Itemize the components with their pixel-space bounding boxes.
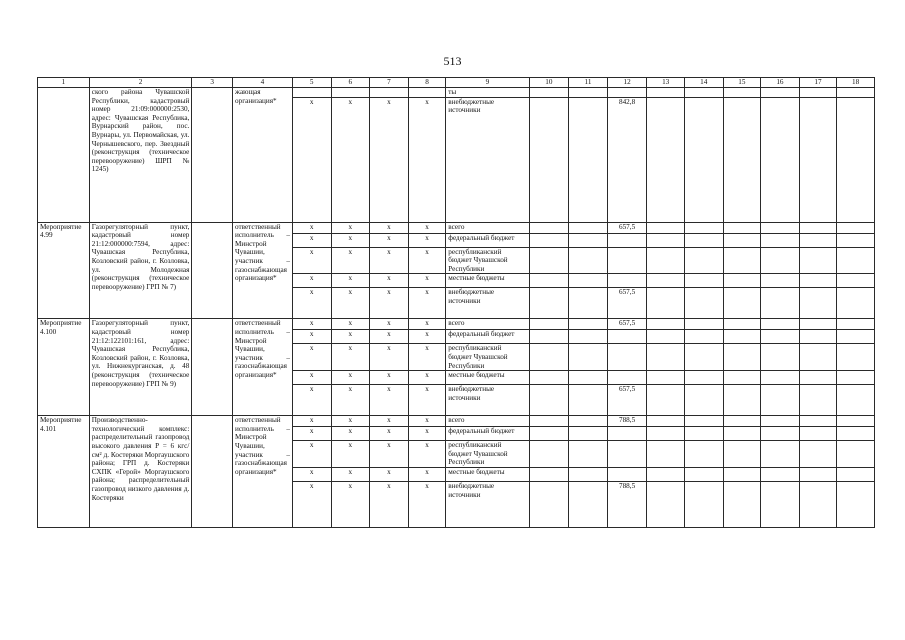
empty-cell xyxy=(192,88,233,223)
total-cell xyxy=(607,371,647,385)
empty-cell xyxy=(837,427,875,441)
funding-source-cell: ты xyxy=(446,88,529,98)
table-row xyxy=(38,222,875,233)
x-cell: x xyxy=(408,288,446,319)
x-cell: x xyxy=(331,385,370,416)
empty-cell xyxy=(529,288,569,319)
x-cell: x xyxy=(331,288,370,319)
x-cell: x xyxy=(331,330,370,344)
empty-cell xyxy=(837,97,875,222)
empty-cell xyxy=(837,88,875,98)
empty-cell xyxy=(723,385,761,416)
empty-cell xyxy=(799,371,837,385)
x-cell: x xyxy=(408,416,446,427)
empty-cell xyxy=(529,88,569,98)
total-cell xyxy=(607,88,647,98)
table-row xyxy=(38,416,875,427)
x-cell: x xyxy=(292,416,331,427)
funding-source-cell: федеральный бюджет xyxy=(446,427,529,441)
empty-cell xyxy=(647,441,685,468)
empty-cell xyxy=(799,427,837,441)
x-cell xyxy=(370,88,409,98)
empty-cell xyxy=(837,222,875,233)
empty-cell xyxy=(569,330,608,344)
x-cell: x xyxy=(370,467,409,481)
col-header: 15 xyxy=(723,78,761,88)
x-cell: x xyxy=(331,467,370,481)
empty-cell xyxy=(569,427,608,441)
empty-cell xyxy=(761,427,800,441)
empty-cell xyxy=(569,441,608,468)
col-header: 4 xyxy=(233,78,293,88)
empty-cell xyxy=(799,319,837,330)
total-cell: 788,5 xyxy=(607,481,647,527)
col-header: 14 xyxy=(684,78,723,88)
x-cell: x xyxy=(292,441,331,468)
empty-cell xyxy=(684,233,723,247)
x-cell: x xyxy=(331,319,370,330)
empty-cell xyxy=(723,88,761,98)
funding-source-cell: внебюджетные источники xyxy=(446,97,529,222)
col-header: 13 xyxy=(647,78,685,88)
x-cell: x xyxy=(408,481,446,527)
funding-source-cell: местные бюджеты xyxy=(446,467,529,481)
empty-cell xyxy=(684,481,723,527)
empty-cell xyxy=(761,481,800,527)
program-table xyxy=(37,77,875,528)
x-cell: x xyxy=(408,97,446,222)
empty-cell xyxy=(569,344,608,371)
empty-cell xyxy=(761,385,800,416)
event-cell: Мероприятие 4.100 xyxy=(38,319,90,416)
empty-cell xyxy=(569,97,608,222)
page-number: 513 xyxy=(443,54,462,68)
col-header: 7 xyxy=(370,78,409,88)
empty-cell xyxy=(529,371,569,385)
total-cell xyxy=(607,344,647,371)
empty-cell xyxy=(723,441,761,468)
object-cell: Газорегуляторный пункт, кадастровый номер 21:12:000000:7594, адрес: Чувашская Республика, Козловский район, г. Козловка, ул. Молодежная (реконструкция (техническое перевооружение) ГРП № 7) xyxy=(89,222,192,319)
empty-cell xyxy=(569,288,608,319)
empty-cell xyxy=(647,288,685,319)
empty-cell xyxy=(761,319,800,330)
x-cell: x xyxy=(292,467,331,481)
empty-cell xyxy=(723,247,761,274)
x-cell: x xyxy=(331,481,370,527)
empty-cell xyxy=(723,233,761,247)
empty-cell xyxy=(684,88,723,98)
col-header: 9 xyxy=(446,78,529,88)
empty-cell xyxy=(647,319,685,330)
empty-cell xyxy=(799,274,837,288)
event-cell: Мероприятие 4.101 xyxy=(38,416,90,528)
empty-cell xyxy=(529,330,569,344)
total-cell: 657,5 xyxy=(607,222,647,233)
empty-cell xyxy=(569,233,608,247)
x-cell: x xyxy=(408,467,446,481)
x-cell xyxy=(408,88,446,98)
funding-source-cell: федеральный бюджет xyxy=(446,233,529,247)
total-cell: 842,8 xyxy=(607,97,647,222)
x-cell: x xyxy=(370,371,409,385)
empty-cell xyxy=(761,274,800,288)
x-cell: x xyxy=(331,247,370,274)
x-cell: x xyxy=(292,222,331,233)
responsible-cell: ответственный исполнитель – Минстрой Чувашии, участник – газоснабжающая организация* xyxy=(233,222,293,319)
total-cell xyxy=(607,427,647,441)
empty-cell xyxy=(723,222,761,233)
x-cell: x xyxy=(408,385,446,416)
empty-cell xyxy=(529,385,569,416)
empty-cell xyxy=(723,427,761,441)
total-cell: 657,5 xyxy=(607,319,647,330)
empty-cell xyxy=(569,247,608,274)
empty-cell xyxy=(723,481,761,527)
funding-source-cell: всего xyxy=(446,222,529,233)
object-cell: Производственно-технологический комплекс: распределительный газопровод высокого давления Р = 6 кгс/см² д. Костеряки Моргаушского района; ГРП д. Костеряки СХПК «Герой» Моргаушского района; распределительный газопровод низкого давления д. Костеряки xyxy=(89,416,192,528)
col-header: 10 xyxy=(529,78,569,88)
empty-cell xyxy=(799,222,837,233)
responsible-cell: жающая организация* xyxy=(233,88,293,223)
x-cell: x xyxy=(408,319,446,330)
funding-source-cell: всего xyxy=(446,319,529,330)
empty-cell xyxy=(799,288,837,319)
empty-cell xyxy=(799,481,837,527)
table-row xyxy=(38,88,875,98)
empty-cell xyxy=(684,330,723,344)
column-number-row xyxy=(38,78,875,88)
total-cell: 788,5 xyxy=(607,416,647,427)
empty-cell xyxy=(684,97,723,222)
x-cell: x xyxy=(408,274,446,288)
x-cell: x xyxy=(408,344,446,371)
x-cell: x xyxy=(370,274,409,288)
x-cell: x xyxy=(292,233,331,247)
empty-cell xyxy=(761,97,800,222)
responsible-cell: ответственный исполнитель – Минстрой Чувашии, участник – газоснабжающая организация* xyxy=(233,319,293,416)
funding-source-cell: республиканский бюджет Чувашской Республики xyxy=(446,441,529,468)
empty-cell xyxy=(684,247,723,274)
x-cell: x xyxy=(292,247,331,274)
empty-cell xyxy=(647,330,685,344)
x-cell: x xyxy=(408,222,446,233)
empty-cell xyxy=(837,416,875,427)
x-cell: x xyxy=(331,344,370,371)
total-cell xyxy=(607,441,647,468)
empty-cell xyxy=(723,319,761,330)
empty-cell xyxy=(529,467,569,481)
empty-cell xyxy=(837,371,875,385)
x-cell: x xyxy=(331,416,370,427)
empty-cell xyxy=(799,441,837,468)
object-cell: Газорегуляторный пункт, кадастровый номер 21:12:122101:161, адрес: Чувашская Республика, Козловский район, г. Козловка, ул. Нижнекурганская, д. 48 (реконструкция (техническое перевооружение) ГРП № 9) xyxy=(89,319,192,416)
empty-cell xyxy=(647,344,685,371)
x-cell: x xyxy=(370,427,409,441)
empty-cell xyxy=(192,222,233,319)
empty-cell xyxy=(723,97,761,222)
col-header: 8 xyxy=(408,78,446,88)
empty-cell xyxy=(723,330,761,344)
x-cell: x xyxy=(292,274,331,288)
empty-cell xyxy=(647,222,685,233)
total-cell xyxy=(607,467,647,481)
empty-cell xyxy=(684,467,723,481)
x-cell: x xyxy=(370,416,409,427)
x-cell: x xyxy=(370,481,409,527)
empty-cell xyxy=(569,467,608,481)
x-cell: x xyxy=(292,427,331,441)
empty-cell xyxy=(647,247,685,274)
empty-cell xyxy=(684,441,723,468)
x-cell xyxy=(292,88,331,98)
x-cell: x xyxy=(370,222,409,233)
empty-cell xyxy=(529,416,569,427)
x-cell: x xyxy=(331,427,370,441)
empty-cell xyxy=(837,467,875,481)
empty-cell xyxy=(799,97,837,222)
x-cell: x xyxy=(292,481,331,527)
x-cell: x xyxy=(292,330,331,344)
x-cell: x xyxy=(331,274,370,288)
empty-cell xyxy=(529,97,569,222)
col-header: 12 xyxy=(607,78,647,88)
empty-cell xyxy=(761,247,800,274)
empty-cell xyxy=(647,467,685,481)
empty-cell xyxy=(837,274,875,288)
empty-cell xyxy=(723,467,761,481)
empty-cell xyxy=(529,247,569,274)
empty-cell xyxy=(799,467,837,481)
x-cell: x xyxy=(370,288,409,319)
empty-cell xyxy=(647,233,685,247)
x-cell: x xyxy=(292,288,331,319)
empty-cell xyxy=(761,330,800,344)
empty-cell xyxy=(837,233,875,247)
empty-cell xyxy=(569,274,608,288)
responsible-cell: ответственный исполнитель – Минстрой Чувашии, участник – газоснабжающая организация* xyxy=(233,416,293,528)
x-cell: x xyxy=(292,97,331,222)
empty-cell xyxy=(684,319,723,330)
empty-cell xyxy=(684,222,723,233)
empty-cell xyxy=(529,319,569,330)
empty-cell xyxy=(647,97,685,222)
empty-cell xyxy=(799,233,837,247)
x-cell: x xyxy=(408,427,446,441)
total-cell: 657,5 xyxy=(607,385,647,416)
col-header: 5 xyxy=(292,78,331,88)
empty-cell xyxy=(529,222,569,233)
empty-cell xyxy=(837,288,875,319)
funding-source-cell: всего xyxy=(446,416,529,427)
empty-cell xyxy=(529,441,569,468)
empty-cell xyxy=(799,385,837,416)
x-cell: x xyxy=(292,319,331,330)
empty-cell xyxy=(569,481,608,527)
empty-cell xyxy=(569,88,608,98)
object-cell: ского района Чувашской Республики, кадастровый номер 21:09:000000:2530, адрес: Чувашская Республика, Вурнарский район, пос. Вурнары, ул. Первомайская, ул. Чернышевского, пер. Звездный (реконструкция (техническое перевооружение) ШРП № 1245) xyxy=(89,88,192,223)
col-header: 2 xyxy=(89,78,192,88)
event-cell xyxy=(38,88,90,223)
empty-cell xyxy=(761,222,800,233)
total-cell: 657,5 xyxy=(607,288,647,319)
funding-source-cell: республиканский бюджет Чувашской Республики xyxy=(446,344,529,371)
col-header: 18 xyxy=(837,78,875,88)
empty-cell xyxy=(799,330,837,344)
col-header: 16 xyxy=(761,78,800,88)
x-cell: x xyxy=(370,441,409,468)
empty-cell xyxy=(569,385,608,416)
x-cell: x xyxy=(370,330,409,344)
empty-cell xyxy=(799,416,837,427)
empty-cell xyxy=(192,319,233,416)
empty-cell xyxy=(761,344,800,371)
funding-source-cell: местные бюджеты xyxy=(446,274,529,288)
empty-cell xyxy=(799,344,837,371)
empty-cell xyxy=(761,288,800,319)
x-cell: x xyxy=(408,330,446,344)
empty-cell xyxy=(569,416,608,427)
funding-source-cell: внебюджетные источники xyxy=(446,288,529,319)
x-cell: x xyxy=(408,233,446,247)
x-cell: x xyxy=(292,385,331,416)
empty-cell xyxy=(684,385,723,416)
empty-cell xyxy=(569,371,608,385)
empty-cell xyxy=(723,274,761,288)
x-cell: x xyxy=(408,441,446,468)
empty-cell xyxy=(723,371,761,385)
x-cell: x xyxy=(331,441,370,468)
event-cell: Мероприятие 4.99 xyxy=(38,222,90,319)
empty-cell xyxy=(799,247,837,274)
empty-cell xyxy=(647,88,685,98)
empty-cell xyxy=(529,427,569,441)
x-cell: x xyxy=(331,222,370,233)
empty-cell xyxy=(723,344,761,371)
empty-cell xyxy=(761,371,800,385)
empty-cell xyxy=(761,233,800,247)
empty-cell xyxy=(837,247,875,274)
x-cell: x xyxy=(331,233,370,247)
funding-source-cell: республиканский бюджет Чувашской Республики xyxy=(446,247,529,274)
x-cell: x xyxy=(292,371,331,385)
x-cell: x xyxy=(370,247,409,274)
x-cell: x xyxy=(370,344,409,371)
empty-cell xyxy=(837,481,875,527)
empty-cell xyxy=(569,222,608,233)
x-cell: x xyxy=(331,97,370,222)
empty-cell xyxy=(529,233,569,247)
empty-cell xyxy=(529,344,569,371)
total-cell xyxy=(607,274,647,288)
col-header: 1 xyxy=(38,78,90,88)
total-cell xyxy=(607,247,647,274)
x-cell: x xyxy=(370,319,409,330)
empty-cell xyxy=(837,385,875,416)
empty-cell xyxy=(647,371,685,385)
empty-cell xyxy=(837,441,875,468)
x-cell: x xyxy=(331,371,370,385)
empty-cell xyxy=(684,344,723,371)
empty-cell xyxy=(799,88,837,98)
empty-cell xyxy=(684,427,723,441)
total-cell xyxy=(607,330,647,344)
empty-cell xyxy=(647,481,685,527)
empty-cell xyxy=(837,344,875,371)
funding-source-cell: федеральный бюджет xyxy=(446,330,529,344)
empty-cell xyxy=(684,371,723,385)
empty-cell xyxy=(569,319,608,330)
empty-cell xyxy=(192,416,233,528)
empty-cell xyxy=(647,274,685,288)
empty-cell xyxy=(684,288,723,319)
x-cell: x xyxy=(292,344,331,371)
empty-cell xyxy=(723,416,761,427)
empty-cell xyxy=(647,385,685,416)
funding-source-cell: внебюджетные источники xyxy=(446,385,529,416)
total-cell xyxy=(607,233,647,247)
empty-cell xyxy=(647,427,685,441)
x-cell: x xyxy=(408,371,446,385)
empty-cell xyxy=(684,416,723,427)
funding-source-cell: внебюджетные источники xyxy=(446,481,529,527)
empty-cell xyxy=(529,274,569,288)
empty-cell xyxy=(837,319,875,330)
col-header: 6 xyxy=(331,78,370,88)
empty-cell xyxy=(761,88,800,98)
empty-cell xyxy=(723,288,761,319)
x-cell: x xyxy=(408,247,446,274)
empty-cell xyxy=(684,274,723,288)
table-row xyxy=(38,319,875,330)
empty-cell xyxy=(761,441,800,468)
x-cell: x xyxy=(370,233,409,247)
empty-cell xyxy=(761,416,800,427)
x-cell: x xyxy=(370,97,409,222)
col-header: 11 xyxy=(569,78,608,88)
empty-cell xyxy=(529,481,569,527)
x-cell xyxy=(331,88,370,98)
x-cell: x xyxy=(370,385,409,416)
funding-source-cell: местные бюджеты xyxy=(446,371,529,385)
empty-cell xyxy=(837,330,875,344)
empty-cell xyxy=(761,467,800,481)
empty-cell xyxy=(647,416,685,427)
col-header: 17 xyxy=(799,78,837,88)
col-header: 3 xyxy=(192,78,233,88)
